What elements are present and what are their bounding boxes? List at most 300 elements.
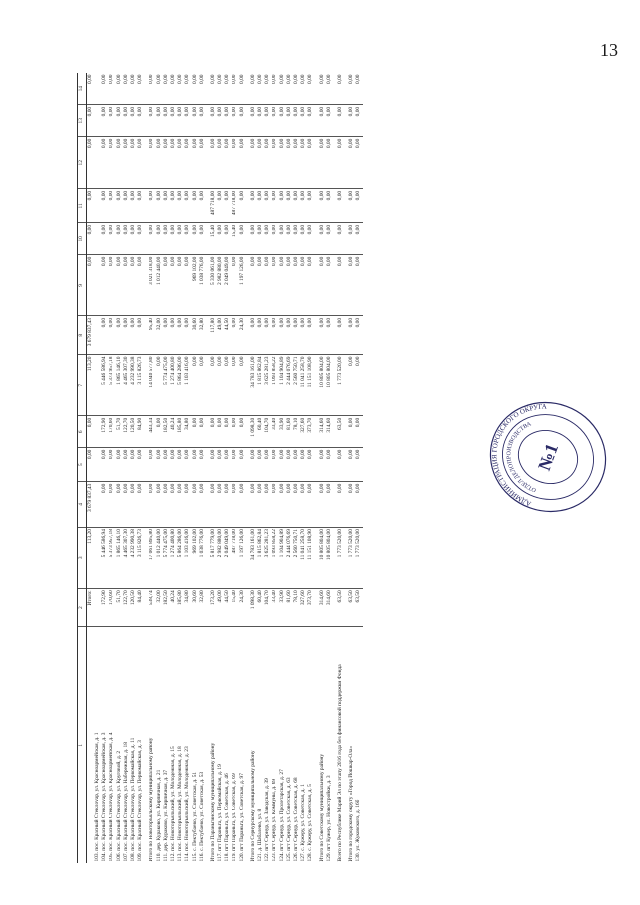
- value-cell: 0,00: [300, 482, 307, 527]
- table-row: [163, 73, 170, 863]
- value-cell: 0,00: [348, 416, 355, 448]
- table-row: [199, 73, 206, 863]
- table-row: [192, 73, 199, 863]
- value-cell: 0,00: [87, 416, 95, 448]
- value-cell: [94, 316, 101, 355]
- value-cell: 0,00: [130, 316, 137, 355]
- value-cell: 3 625 281,23: [264, 355, 271, 416]
- total-row: [319, 73, 326, 863]
- column-number-cell: 6: [78, 416, 87, 448]
- value-cell: 15,40: [232, 223, 239, 255]
- value-cell: 15,40: [210, 223, 217, 255]
- value-cell: 0,00: [184, 482, 191, 527]
- value-cell: 0,00: [199, 137, 206, 189]
- value-cell: 0,00: [264, 448, 271, 482]
- value-cell: 0,00: [264, 223, 271, 255]
- value-cell: 0,00: [156, 416, 163, 448]
- total-row: [210, 73, 217, 863]
- value-cell: 0,00: [224, 223, 231, 255]
- value-cell: 0,00: [355, 255, 362, 316]
- value-cell: 0,00: [177, 255, 184, 316]
- value-cell: 0,00: [264, 316, 271, 355]
- value-cell: 0,00: [300, 73, 307, 105]
- value-cell: 122,70: [123, 588, 130, 627]
- column-number-cell: 2: [78, 588, 87, 627]
- column-number-cell: 9: [78, 255, 87, 316]
- value-cell: 0,00: [156, 73, 163, 105]
- value-cell: 10 805 804,00: [319, 527, 326, 588]
- value-cell: 17 061 895,80: [149, 527, 156, 588]
- value-cell: 0,00: [217, 482, 224, 527]
- value-cell: 170,60: [109, 588, 116, 627]
- value-cell: 0,00: [170, 223, 177, 255]
- value-cell: 0,00: [279, 223, 286, 255]
- value-cell: 11 151 108,90: [307, 355, 314, 416]
- value-cell: 0,00: [184, 189, 191, 223]
- address-cell: 122. пгт Сернур, ул. Заводская, д. 39: [264, 778, 271, 862]
- value-cell: 0,00: [156, 448, 163, 482]
- value-cell: 0,00: [149, 448, 156, 482]
- value-cell: 44,50: [224, 316, 231, 355]
- value-cell: 0,00: [116, 448, 123, 482]
- value-cell: 327,60: [300, 588, 307, 627]
- value-cell: 5 864 286,00: [177, 355, 184, 416]
- table-row: [264, 73, 271, 863]
- value-cell: 49,00: [217, 588, 224, 627]
- value-cell: 0,00: [307, 255, 314, 316]
- value-cell: 0,00: [87, 73, 95, 105]
- value-cell: 0,00: [101, 189, 108, 223]
- value-cell: 10 805 804,00: [319, 355, 326, 416]
- value-cell: 0,00: [170, 189, 177, 223]
- value-cell: 1 098,30: [250, 588, 257, 627]
- address-cell: 116. с. Пектубаево, ул. Советская, д. 53: [198, 771, 205, 862]
- value-cell: 0,00: [137, 105, 144, 137]
- address-cell: 104. пос. Красный Стеклovар, ул. Красноармейская, д. 3: [101, 732, 108, 862]
- value-cell: 1 197 126,00: [239, 255, 246, 316]
- value-cell: 0,00: [300, 137, 307, 189]
- value-cell: 0,00: [137, 137, 144, 189]
- value-cell: 0,00: [348, 73, 355, 105]
- value-cell: 0,00: [272, 105, 279, 137]
- value-cell: 0,00: [250, 255, 257, 316]
- value-cell: 0,00: [232, 73, 239, 105]
- table-row: [170, 73, 177, 863]
- value-cell: 0,00: [170, 137, 177, 189]
- value-cell: 0,00: [184, 73, 191, 105]
- value-cell: 0,00: [348, 255, 355, 316]
- value-cell: 0,00: [156, 223, 163, 255]
- value-cell: 32,00: [156, 316, 163, 355]
- value-cell: 0,00: [217, 189, 224, 223]
- value-cell: 0,00: [149, 73, 156, 105]
- value-cell: 0,00: [210, 73, 217, 105]
- value-cell: 969 102,00: [192, 527, 199, 588]
- column-number-cell: 10: [78, 223, 87, 255]
- value-cell: 0,00: [257, 255, 264, 316]
- value-cell: 0,00: [109, 73, 116, 105]
- value-cell: 0,00: [232, 482, 239, 527]
- value-cell: 185,80: [177, 416, 184, 448]
- value-cell: 172,90: [101, 588, 108, 627]
- value-cell: 0,00: [239, 137, 246, 189]
- value-cell: 0,00: [337, 189, 344, 223]
- table-row: [293, 73, 300, 863]
- value-cell: 1 103 416,00: [184, 355, 191, 416]
- value-cell: 0,00: [319, 448, 326, 482]
- value-cell: 104,70: [264, 588, 271, 627]
- value-cell: 0,00: [250, 73, 257, 105]
- value-cell: 5 446 586,94: [101, 527, 108, 588]
- value-cell: 0,00: [123, 73, 130, 105]
- value-cell: 538,74: [149, 588, 156, 627]
- value-cell: 2 982 880,00: [217, 527, 224, 588]
- value-cell: 0,00: [130, 137, 137, 189]
- value-cell: 11 041 258,70: [300, 355, 307, 416]
- value-cell: 0,00: [232, 316, 239, 355]
- value-cell: 0,00: [130, 482, 137, 527]
- value-cell: 0,00: [109, 137, 116, 189]
- value-cell: 0,00: [224, 355, 231, 416]
- table-row: [123, 73, 130, 863]
- value-cell: 0,00: [87, 223, 95, 255]
- address-cell: 117. пгт Параньга, ул. Первомайская, д. 19: [217, 764, 224, 862]
- column-number-cell: 3: [78, 527, 87, 588]
- value-cell: 113,20: [87, 355, 95, 416]
- value-cell: 33,40: [272, 416, 279, 448]
- value-cell: 0,00: [184, 448, 191, 482]
- value-cell: 2 049 049,00: [224, 527, 231, 588]
- value-cell: 0,00: [286, 482, 293, 527]
- value-cell: 2 444 076,69: [286, 355, 293, 416]
- total-row: [337, 73, 344, 863]
- value-cell: 0,00: [348, 316, 355, 355]
- value-cell: 1 197 126,00: [239, 527, 246, 588]
- value-cell: 0,00: [293, 223, 300, 255]
- column-number-cell: 13: [78, 105, 87, 137]
- value-cell: 1 274 400,80: [170, 527, 177, 588]
- value-cell: 0,00: [109, 448, 116, 482]
- value-cell: [94, 255, 101, 316]
- value-cell: 32,00: [156, 588, 163, 627]
- value-cell: 4 232 990,38: [130, 355, 137, 416]
- value-cell: 0,00: [319, 255, 326, 316]
- value-cell: [94, 482, 101, 527]
- value-cell: 0,00: [293, 189, 300, 223]
- value-cell: 0,00: [137, 448, 144, 482]
- value-cell: 0,00: [307, 137, 314, 189]
- value-cell: 1 038 776,00: [199, 527, 206, 588]
- value-cell: [94, 448, 101, 482]
- value-cell: 0,00: [264, 73, 271, 105]
- value-cell: 0,00: [210, 448, 217, 482]
- table-row: [94, 73, 101, 863]
- value-cell: 0,00: [239, 482, 246, 527]
- value-cell: [94, 137, 101, 189]
- value-cell: 0,00: [250, 105, 257, 137]
- value-cell: 0,00: [217, 223, 224, 255]
- value-cell: 0,00: [337, 137, 344, 189]
- value-cell: 0,00: [137, 316, 144, 355]
- value-cell: 0,00: [130, 255, 137, 316]
- value-cell: 0,00: [337, 448, 344, 482]
- value-cell: 0,00: [109, 189, 116, 223]
- value-cell: 0,00: [116, 316, 123, 355]
- value-cell: 84,90: [137, 416, 144, 448]
- value-cell: 0,00: [348, 355, 355, 416]
- value-cell: 4 232 990,38: [130, 527, 137, 588]
- column-number-cell: 11: [78, 189, 87, 223]
- value-cell: 0,00: [87, 105, 95, 137]
- address-cell: 106. пос. Красный Стеклovар, ул. Круговой, д. 2: [115, 750, 122, 862]
- value-cell: 0,00: [149, 105, 156, 137]
- value-cell: 1 093 858,22: [272, 355, 279, 416]
- value-cell: 0,00: [210, 137, 217, 189]
- value-cell: 0,00: [192, 482, 199, 527]
- table-row: [137, 73, 144, 863]
- value-cell: 0,00: [149, 223, 156, 255]
- value-cell: 0,00: [184, 105, 191, 137]
- value-cell: 0,00: [348, 482, 355, 527]
- value-cell: 0,00: [326, 448, 333, 482]
- value-cell: 0,00: [272, 137, 279, 189]
- value-cell: 5 373 957,18: [109, 527, 116, 588]
- table-row: [272, 73, 279, 863]
- total-row: [348, 73, 355, 863]
- value-cell: 40,24: [170, 588, 177, 627]
- value-cell: 0,00: [326, 105, 333, 137]
- value-cell: 0,00: [177, 223, 184, 255]
- value-cell: 0,00: [239, 73, 246, 105]
- value-cell: 0,00: [192, 448, 199, 482]
- value-cell: 0,00: [293, 73, 300, 105]
- value-cell: 0,00: [319, 316, 326, 355]
- table-row: [177, 73, 184, 863]
- value-cell: 0,00: [137, 482, 144, 527]
- value-cell: 4 465 307,30: [123, 355, 130, 416]
- value-cell: 0,00: [123, 223, 130, 255]
- address-cell: 127. с. Кужеру, ул. Советская, д. 1: [300, 784, 307, 862]
- total-row: [149, 73, 156, 863]
- value-cell: 0,00: [307, 73, 314, 105]
- value-cell: 0,00: [163, 73, 170, 105]
- value-cell: [94, 73, 101, 105]
- value-cell: [94, 416, 101, 448]
- value-cell: 0,00: [232, 416, 239, 448]
- value-cell: 0,00: [307, 448, 314, 482]
- value-cell: 969 102,00: [192, 255, 199, 316]
- value-cell: 0,00: [210, 416, 217, 448]
- value-cell: 33,40: [272, 588, 279, 627]
- value-cell: 0,00: [286, 105, 293, 137]
- value-cell: 11 151 108,90: [307, 527, 314, 588]
- value-cell: 0,00: [116, 137, 123, 189]
- value-cell: 0,00: [156, 137, 163, 189]
- table-row: [156, 73, 163, 863]
- value-cell: 30,60: [192, 588, 199, 627]
- value-cell: 0,00: [123, 137, 130, 189]
- value-cell: 314,60: [319, 416, 326, 448]
- value-cell: 0,00: [326, 73, 333, 105]
- value-cell: 0,00: [156, 189, 163, 223]
- value-cell: 0,00: [163, 482, 170, 527]
- value-cell: 0,00: [319, 482, 326, 527]
- value-cell: 5 774 475,00: [163, 527, 170, 588]
- value-cell: 0,00: [224, 416, 231, 448]
- value-cell: 15,40: [232, 588, 239, 627]
- value-cell: 0,00: [170, 316, 177, 355]
- value-cell: 172,90: [101, 416, 108, 448]
- value-cell: 0,00: [257, 137, 264, 189]
- address-cell: 123. пгт Сернур, ул. Коммуны, д. 69: [271, 778, 278, 862]
- stamp-center-text: №1: [533, 440, 563, 474]
- value-cell: 0,00: [326, 482, 333, 527]
- value-cell: 0,00: [163, 223, 170, 255]
- value-cell: 0,00: [217, 73, 224, 105]
- value-cell: 0,00: [286, 448, 293, 482]
- value-cell: 0,00: [109, 223, 116, 255]
- value-cell: 0,00: [116, 255, 123, 316]
- value-cell: 0,00: [109, 316, 116, 355]
- column-number-cell: 14: [78, 73, 87, 105]
- value-cell: 1 104 904,89: [279, 355, 286, 416]
- address-cell: 109. пос. Красный Стеклovар, ул. Первомайская, д. 3: [137, 740, 144, 862]
- value-cell: 0,00: [319, 137, 326, 189]
- address-cell: Итого по городскому округу «Город Йошкар-Ола»: [348, 745, 355, 862]
- value-cell: 0,00: [307, 316, 314, 355]
- value-cell: 1 012 440,00: [156, 255, 163, 316]
- value-cell: 0,00: [137, 223, 144, 255]
- value-cell: 0,00: [286, 137, 293, 189]
- value-cell: 0,00: [123, 255, 130, 316]
- value-cell: 0,00: [177, 482, 184, 527]
- value-cell: 113,20: [87, 527, 95, 588]
- address-cell: 107. пос. Красный Стеклovар, ул. Набережная, д. 18: [122, 742, 129, 862]
- value-cell: 0,00: [224, 73, 231, 105]
- value-cell: 0,00: [199, 482, 206, 527]
- value-cell: 0,00: [319, 223, 326, 255]
- address-cell: 120. пгт Параньга, ул. Советская, д. 97: [238, 773, 245, 862]
- value-cell: [94, 355, 101, 416]
- value-cell: [94, 588, 101, 627]
- value-cell: 0,00: [319, 73, 326, 105]
- value-cell: 0,00: [130, 223, 137, 255]
- value-cell: 0,00: [137, 73, 144, 105]
- value-cell: 0,00: [348, 105, 355, 137]
- value-cell: 84,40: [137, 588, 144, 627]
- value-cell: 1 098,30: [250, 416, 257, 448]
- value-cell: 0,00: [272, 189, 279, 223]
- value-cell: 0,00: [264, 482, 271, 527]
- value-cell: 0,00: [192, 73, 199, 105]
- value-cell: 0,00: [123, 482, 130, 527]
- value-cell: Итого:: [87, 588, 95, 627]
- address-cell: Всего по Республике Марий Эл по этапу 2016 года без финансовой поддержки Фонда: [337, 664, 343, 862]
- address-cell: Итого по Новоторъяльскому муниципальному району: [148, 737, 155, 862]
- table-row: [116, 73, 123, 863]
- value-cell: 1 038 776,00: [199, 255, 206, 316]
- value-cell: 314,60: [319, 588, 326, 627]
- address-cell: [87, 627, 95, 863]
- value-cell: 0,00: [355, 105, 362, 137]
- value-cell: 0,00: [337, 223, 344, 255]
- value-cell: 11 041 258,70: [300, 527, 307, 588]
- address-cell: 121. д. Шабалево, ул. 8: [257, 808, 264, 862]
- value-cell: 0,00: [239, 448, 246, 482]
- value-cell: 0,00: [337, 105, 344, 137]
- value-cell: 0,00: [319, 189, 326, 223]
- value-cell: 0,00: [177, 73, 184, 105]
- value-cell: 122,70: [123, 416, 130, 448]
- value-cell: 0,00: [192, 189, 199, 223]
- value-cell: 0,00: [199, 73, 206, 105]
- value-cell: 0,00: [192, 223, 199, 255]
- value-cell: 0,00: [279, 137, 286, 189]
- value-cell: 1 274 400,80: [170, 355, 177, 416]
- value-cell: 0,00: [307, 223, 314, 255]
- value-cell: 2 560 750,71: [293, 355, 300, 416]
- table-row: [300, 73, 307, 863]
- value-cell: 0,00: [348, 137, 355, 189]
- value-cell: 3 021 318,00: [149, 255, 156, 316]
- value-cell: 0,00: [163, 137, 170, 189]
- value-cell: 0,00: [272, 482, 279, 527]
- value-cell: 0,00: [300, 448, 307, 482]
- value-cell: 32,80: [199, 316, 206, 355]
- value-cell: 0,00: [109, 105, 116, 137]
- value-cell: 0,00: [300, 316, 307, 355]
- table-row: [101, 73, 108, 863]
- value-cell: 0,00: [279, 255, 286, 316]
- value-cell: 0,00: [101, 255, 108, 316]
- value-cell: 63,50: [348, 588, 355, 627]
- value-cell: 5 446 586,94: [101, 355, 108, 416]
- value-cell: 0,00: [348, 448, 355, 482]
- value-cell: 0,00: [217, 105, 224, 137]
- value-cell: 0,00: [149, 482, 156, 527]
- value-cell: 24,30: [239, 316, 246, 355]
- value-cell: 373,70: [307, 416, 314, 448]
- value-cell: 1 773 520,00: [337, 527, 344, 588]
- value-cell: 0,00: [326, 137, 333, 189]
- value-cell: 0,00: [192, 137, 199, 189]
- value-cell: 0,00: [250, 448, 257, 482]
- value-cell: 0,00: [355, 482, 362, 527]
- value-cell: 1 773 520,00: [355, 527, 362, 588]
- value-cell: 44,50: [224, 588, 231, 627]
- value-cell: 49,00: [217, 316, 224, 355]
- value-cell: 0,00: [239, 105, 246, 137]
- table-row: [109, 73, 116, 863]
- value-cell: 0,00: [348, 189, 355, 223]
- value-cell: 487 718,00: [232, 189, 239, 223]
- value-cell: 10 805 804,00: [326, 355, 333, 416]
- value-cell: 0,00: [170, 73, 177, 105]
- table-row: [217, 73, 224, 863]
- value-cell: 0,00: [109, 255, 116, 316]
- value-cell: 0,00: [224, 448, 231, 482]
- value-cell: 5 330 061,00: [210, 255, 217, 316]
- value-cell: 314,60: [326, 588, 333, 627]
- value-cell: 0,00: [116, 482, 123, 527]
- value-cell: 0,00: [177, 448, 184, 482]
- stamp-outer-text: АДМИНИСТРАЦИЯ ГОРОДСКОГО ОКРУГА: [490, 402, 547, 508]
- column-number-cell: 5: [78, 448, 87, 482]
- value-cell: 0,00: [101, 316, 108, 355]
- value-cell: 0,00: [156, 482, 163, 527]
- value-cell: 0,00: [217, 137, 224, 189]
- value-cell: 1 103 416,00: [184, 527, 191, 588]
